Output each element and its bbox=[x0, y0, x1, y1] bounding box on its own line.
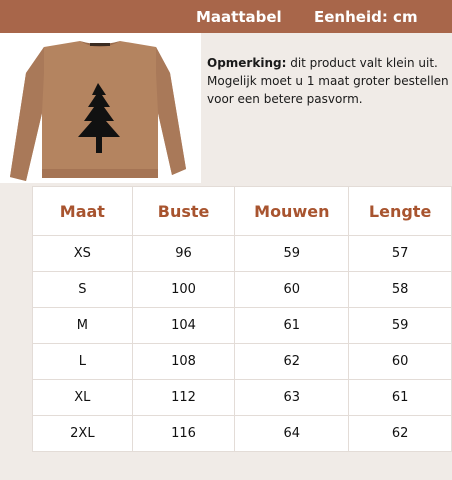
cell-buste: 108 bbox=[132, 344, 235, 380]
cell-buste: 100 bbox=[132, 272, 235, 308]
note-text: dit product valt klein uit. Mogelijk moet u 1 maat groter bestellen voor een betere pasvorm. bbox=[207, 56, 449, 106]
cell-size: S bbox=[33, 272, 133, 308]
cell-lengte: 57 bbox=[349, 236, 452, 272]
header-title: Maattabel bbox=[196, 8, 282, 26]
table-row bbox=[33, 380, 452, 416]
header-unit: Eenheid: cm bbox=[314, 8, 418, 26]
table-header-row bbox=[33, 187, 452, 236]
cell-buste: 104 bbox=[132, 308, 235, 344]
cell-mouwen: 59 bbox=[235, 236, 349, 272]
product-image bbox=[0, 33, 201, 183]
cell-buste: 116 bbox=[132, 416, 235, 452]
cell-buste: 112 bbox=[132, 380, 235, 416]
cell-lengte: 62 bbox=[349, 416, 452, 452]
table-row bbox=[33, 308, 452, 344]
table-row bbox=[33, 344, 452, 380]
cell-lengte: 59 bbox=[349, 308, 452, 344]
cell-lengte: 58 bbox=[349, 272, 452, 308]
col-header-buste: Buste bbox=[132, 187, 235, 236]
note bbox=[207, 54, 449, 108]
cell-lengte: 60 bbox=[349, 344, 452, 380]
table-row bbox=[33, 236, 452, 272]
cell-size: M bbox=[33, 308, 133, 344]
cell-mouwen: 64 bbox=[235, 416, 349, 452]
cell-size: XS bbox=[33, 236, 133, 272]
cell-size: L bbox=[33, 344, 133, 380]
table-row bbox=[33, 416, 452, 452]
cell-mouwen: 63 bbox=[235, 380, 349, 416]
size-table bbox=[32, 186, 452, 452]
note-label: Opmerking: bbox=[207, 56, 287, 70]
cell-size: XL bbox=[33, 380, 133, 416]
header-bar bbox=[0, 0, 452, 33]
col-header-lengte: Lengte bbox=[349, 187, 452, 236]
cell-mouwen: 60 bbox=[235, 272, 349, 308]
cell-mouwen: 61 bbox=[235, 308, 349, 344]
cell-size: 2XL bbox=[33, 416, 133, 452]
col-header-mouwen: Mouwen bbox=[235, 187, 349, 236]
sweater-icon bbox=[0, 33, 201, 183]
cell-lengte: 61 bbox=[349, 380, 452, 416]
col-header-maat: Maat bbox=[33, 187, 133, 236]
cell-mouwen: 62 bbox=[235, 344, 349, 380]
table-row bbox=[33, 272, 452, 308]
cell-buste: 96 bbox=[132, 236, 235, 272]
